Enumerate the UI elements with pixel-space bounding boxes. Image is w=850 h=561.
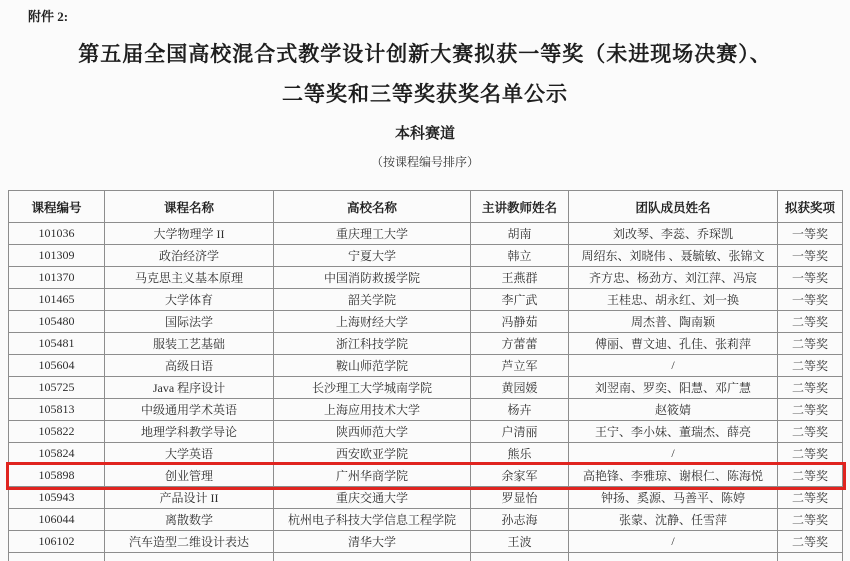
- table-cell: 高艳锋、李雅琼、谢根仁、陈海悦: [569, 465, 778, 487]
- table-cell: 浙江科技学院: [274, 333, 471, 355]
- table-cell: 106102: [9, 531, 105, 553]
- table-cell: 罗显怡: [471, 487, 569, 509]
- table-cell: 胡南: [471, 223, 569, 245]
- table-cell: 105898: [9, 465, 105, 487]
- table-cell: Java 程序设计: [105, 377, 274, 399]
- table-cell: 钟扬、奚源、马善平、陈婷: [569, 487, 778, 509]
- table-cell: 中级通用学术英语: [105, 399, 274, 421]
- table-cell: 政治经济学: [105, 245, 274, 267]
- table-row: [9, 289, 843, 311]
- table-cell: 101465: [9, 289, 105, 311]
- table-cell: 杨卉: [471, 399, 569, 421]
- track-heading: 本科赛道: [0, 122, 850, 143]
- table-cell: 二等奖: [778, 487, 843, 509]
- table-cell: 二等奖: [778, 311, 843, 333]
- table-row: [9, 421, 843, 443]
- table-cell: 鞍山师范学院: [274, 355, 471, 377]
- table-row: [9, 509, 843, 531]
- table-cell: 韩立: [471, 245, 569, 267]
- table-cell: 105725: [9, 377, 105, 399]
- table-cell: 105481: [9, 333, 105, 355]
- table-cell: 105480: [9, 311, 105, 333]
- table-cell: /: [569, 355, 778, 377]
- table-cell: 重庆交通大学: [274, 487, 471, 509]
- sort-note: （按课程编号排序）: [0, 153, 850, 170]
- table-row: [9, 355, 843, 377]
- table-cell: 方蕾蕾: [471, 333, 569, 355]
- table-cell: 106044: [9, 509, 105, 531]
- table-cell: 二等奖: [778, 465, 843, 487]
- column-header-award: 拟获奖项: [778, 191, 843, 223]
- document-title: [0, 34, 850, 114]
- table-cell: 二等奖: [778, 377, 843, 399]
- table-cell: 齐方忠、杨劲方、刘江萍、冯宸: [569, 267, 778, 289]
- table-cell: 产品设计 II: [105, 487, 274, 509]
- attachment-label: 附件 2:: [28, 6, 68, 25]
- table-cell: 101370: [9, 267, 105, 289]
- table-cell: 高级日语: [105, 355, 274, 377]
- table-cell: [105, 553, 274, 561]
- table-cell: 西安欧亚学院: [274, 443, 471, 465]
- table-row: [9, 245, 843, 267]
- column-header-team-members: 团队成员姓名: [569, 191, 778, 223]
- table-cell: 芦立军: [471, 355, 569, 377]
- table-cell: 冯静茹: [471, 311, 569, 333]
- table-cell: /: [569, 531, 778, 553]
- table-cell: 周绍东、刘晓伟 、聂毓敏、张锦文: [569, 245, 778, 267]
- table-cell: 王宁、李小妹、董瑞杰、薛亮: [569, 421, 778, 443]
- table-cell: 101309: [9, 245, 105, 267]
- table-cell: 二等奖: [778, 509, 843, 531]
- table-cell: [778, 553, 843, 561]
- column-header-course-id: 课程编号: [9, 191, 105, 223]
- table-cell: 王波: [471, 531, 569, 553]
- table-cell: 傅丽、曹文迪、孔佳、张莉萍: [569, 333, 778, 355]
- table-row: [9, 465, 843, 487]
- table-cell: 一等奖: [778, 223, 843, 245]
- table-cell: 国际法学: [105, 311, 274, 333]
- table-row: [9, 531, 843, 553]
- column-header-university: 高校名称: [274, 191, 471, 223]
- table-cell: 长沙理工大学城南学院: [274, 377, 471, 399]
- table-cell: 大学物理学 II: [105, 223, 274, 245]
- table-cell: 广州华商学院: [274, 465, 471, 487]
- table-cell: 黄园媛: [471, 377, 569, 399]
- table-row: [9, 443, 843, 465]
- table-cell: [274, 553, 471, 561]
- table-cell: 王桂忠、胡永红、刘一换: [569, 289, 778, 311]
- table-cell: 韶关学院: [274, 289, 471, 311]
- table-cell: [9, 553, 105, 561]
- table-cell: 105604: [9, 355, 105, 377]
- table-cell: 二等奖: [778, 421, 843, 443]
- title-line-2: 二等奖和三等奖获奖名单公示: [0, 74, 850, 114]
- award-table: [8, 190, 843, 561]
- table-row-partial: [9, 553, 843, 561]
- table-cell: 地理学科教学导论: [105, 421, 274, 443]
- table-cell: /: [569, 443, 778, 465]
- table-cell: 一等奖: [778, 267, 843, 289]
- table-cell: 马克思主义基本原理: [105, 267, 274, 289]
- table-cell: 陕西师范大学: [274, 421, 471, 443]
- table-cell: [569, 553, 778, 561]
- table-cell: 二等奖: [778, 443, 843, 465]
- table-cell: 宁夏大学: [274, 245, 471, 267]
- table-row: [9, 377, 843, 399]
- table-cell: 105822: [9, 421, 105, 443]
- table-cell: 105824: [9, 443, 105, 465]
- table-cell: 101036: [9, 223, 105, 245]
- table-cell: 二等奖: [778, 333, 843, 355]
- table-cell: 户清丽: [471, 421, 569, 443]
- table-cell: 王燕群: [471, 267, 569, 289]
- table-cell: 大学英语: [105, 443, 274, 465]
- table-cell: 二等奖: [778, 531, 843, 553]
- table-cell: 一等奖: [778, 245, 843, 267]
- table-cell: 105943: [9, 487, 105, 509]
- table-cell: 赵筱婧: [569, 399, 778, 421]
- table-cell: 中国消防救援学院: [274, 267, 471, 289]
- table-row: [9, 399, 843, 421]
- table-cell: 大学体育: [105, 289, 274, 311]
- table-cell: 重庆理工大学: [274, 223, 471, 245]
- table-cell: 刘改琴、李蕊、乔琛凯: [569, 223, 778, 245]
- table-cell: 周杰普、陶南颖: [569, 311, 778, 333]
- table-cell: 孙志海: [471, 509, 569, 531]
- table-cell: 李广武: [471, 289, 569, 311]
- table-row: [9, 333, 843, 355]
- table-cell: 熊乐: [471, 443, 569, 465]
- table-row: [9, 267, 843, 289]
- column-header-lead-teacher: 主讲教师姓名: [471, 191, 569, 223]
- table-cell: 上海应用技术大学: [274, 399, 471, 421]
- table-row: [9, 487, 843, 509]
- table-cell: 汽车造型二维设计表达: [105, 531, 274, 553]
- table-header-row: [9, 191, 843, 223]
- table-cell: 余家军: [471, 465, 569, 487]
- table-body: [9, 223, 843, 561]
- table-cell: 105813: [9, 399, 105, 421]
- table-cell: 清华大学: [274, 531, 471, 553]
- table-cell: 二等奖: [778, 399, 843, 421]
- table-cell: 刘翌南、罗奕、阳慧、邓广慧: [569, 377, 778, 399]
- table-cell: 上海财经大学: [274, 311, 471, 333]
- table-cell: 二等奖: [778, 355, 843, 377]
- table-cell: 创业管理: [105, 465, 274, 487]
- table-row: [9, 311, 843, 333]
- table-cell: [471, 553, 569, 561]
- title-line-1: 第五届全国高校混合式教学设计创新大赛拟获一等奖（未进现场决赛）、: [0, 34, 850, 74]
- column-header-course-name: 课程名称: [105, 191, 274, 223]
- table-cell: 张蒙、沈静、任雪萍: [569, 509, 778, 531]
- table-cell: 离散数学: [105, 509, 274, 531]
- table-cell: 服装工艺基础: [105, 333, 274, 355]
- table-cell: 杭州电子科技大学信息工程学院: [274, 509, 471, 531]
- table-cell: 一等奖: [778, 289, 843, 311]
- table-row: [9, 223, 843, 245]
